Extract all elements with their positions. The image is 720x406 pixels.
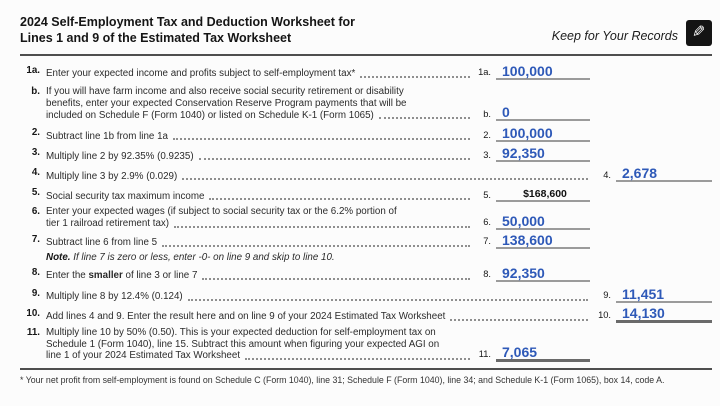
line-number-7: 7. <box>31 233 40 245</box>
dot-leader <box>245 358 470 360</box>
title-line-2: Lines 1 and 9 of the Estimated Tax Worksheet <box>20 31 292 45</box>
pencil-glyph: ✎ <box>692 24 706 41</box>
field-10[interactable] <box>616 304 712 323</box>
row-4 <box>20 167 712 182</box>
line-1b-description <box>46 86 474 121</box>
field-label-4: 4. <box>603 169 611 180</box>
field-6[interactable] <box>496 212 590 230</box>
field-3[interactable] <box>496 147 590 162</box>
pencil-icon <box>686 20 712 46</box>
field-11-value: 7,065 <box>502 344 538 361</box>
line-2-description <box>46 131 474 143</box>
line-number-5: 5. <box>31 187 40 199</box>
line-number-1a: 1a. <box>26 65 40 76</box>
field-2[interactable] <box>496 127 590 142</box>
row-9 <box>20 285 712 303</box>
field-3-value: 92,350 <box>502 145 545 162</box>
field-8-value: 92,350 <box>502 264 545 281</box>
line-11-text-3: line 1 of your 2024 Estimated Tax Worksheet <box>46 350 241 362</box>
line-7-text: Subtract line 6 from line 5 <box>46 237 158 249</box>
field-7-value: 138,600 <box>502 231 553 248</box>
line-8-description <box>46 270 474 282</box>
line-10-text: Add lines 4 and 9. Enter the result here and on line 9 of your 2024 Estimated Tax Worksheet <box>46 310 446 322</box>
field-8[interactable] <box>496 264 590 282</box>
dot-leader <box>360 76 470 78</box>
dot-leader <box>182 178 588 180</box>
field-2-value: 100,000 <box>502 125 553 142</box>
line-5-text: Social security tax maximum income <box>46 190 205 202</box>
field-1a-value: 100,000 <box>502 63 553 79</box>
line-8-text-bold: smaller <box>88 269 123 281</box>
field-label-6: 6. <box>483 217 491 228</box>
field-label-1b: b. <box>483 108 491 119</box>
note-label: Note. <box>46 251 71 263</box>
line-8-text-post: of line 3 or line 7 <box>122 269 198 281</box>
dot-leader <box>379 117 470 119</box>
dot-leader <box>173 138 470 140</box>
field-label-1a: 1a. <box>478 67 491 78</box>
line-1a-description <box>46 68 474 80</box>
field-9[interactable] <box>616 285 712 303</box>
line-9-text: Multiply line 8 by 12.4% (0.124) <box>46 290 183 302</box>
line-6-text-1: Enter your expected wages (if subject to social security tax or the 6.2% portion of <box>46 206 397 218</box>
worksheet-title <box>20 14 355 46</box>
keep-for-records-label: Keep for Your Records <box>551 29 678 43</box>
header-divider <box>20 54 712 56</box>
row-1a <box>20 65 712 80</box>
field-label-10: 10. <box>598 309 611 320</box>
field-6-value: 50,000 <box>502 212 545 229</box>
line-6-text-2: tier 1 railroad retirement tax) <box>46 218 170 230</box>
field-4[interactable] <box>616 167 712 182</box>
line-number-2: 2. <box>31 127 40 139</box>
line-number-6: 6. <box>31 206 40 218</box>
field-1a[interactable] <box>496 65 590 80</box>
line-9-description <box>46 291 592 303</box>
field-label-11: 11. <box>478 349 491 360</box>
title-line-1: 2024 Self-Employment Tax and Deduction Worksheet for <box>20 15 356 29</box>
line-1b-text-1: If you will have farm income and also receive social security retirement or disability <box>46 86 404 97</box>
keep-for-records <box>552 20 712 46</box>
dot-leader <box>174 226 470 228</box>
line-6-description <box>46 206 474 230</box>
line-number-9: 9. <box>31 287 40 299</box>
line-number-4: 4. <box>31 167 40 179</box>
line-5-description <box>46 191 474 203</box>
line-4-description <box>46 171 592 183</box>
line-number-11: 11. <box>26 326 40 338</box>
line-4-text: Multiply line 3 by 2.9% (0.029) <box>46 170 178 182</box>
field-7[interactable] <box>496 231 590 249</box>
note-body: If line 7 is zero or less, enter -0- on line 9 and skip to line 10. <box>70 251 335 263</box>
field-label-9: 9. <box>603 289 611 300</box>
line-number-10: 10. <box>26 307 40 319</box>
dot-leader <box>209 198 470 200</box>
line-1b-text-3: included on Schedule F (Form 1040) or listed on Schedule K-1 (Form 1065) <box>46 109 374 121</box>
field-9-value: 11,451 <box>622 285 665 302</box>
row-5 <box>20 187 712 202</box>
line-7-description <box>46 237 474 249</box>
field-5-value: $168,600 <box>523 188 567 201</box>
row-3 <box>20 147 712 162</box>
line-8-text <box>46 270 197 282</box>
dot-leader <box>162 245 470 247</box>
field-label-8: 8. <box>483 268 491 279</box>
dot-leader <box>199 158 470 160</box>
line-3-text: Multiply line 2 by 92.35% (0.9235) <box>46 150 194 162</box>
line-3-description <box>46 151 474 163</box>
dot-leader <box>450 319 588 321</box>
line-1b-text-2: benefits, enter your expected Conservation Reserve Program payments that will be <box>46 97 407 109</box>
row-11 <box>20 327 712 362</box>
line-8-text-pre: Enter the <box>46 269 89 281</box>
note-text <box>46 252 712 264</box>
dot-leader <box>202 278 470 280</box>
dot-leader <box>188 299 588 301</box>
field-4-value: 2,678 <box>622 165 658 182</box>
line-number-1b: b. <box>31 86 40 97</box>
footnote: * Your net profit from self-employment is found on Schedule C (Form 1040), line 31; Schedule F (Form 1040), line 34; and Schedule K-1 (Form 1065), box 14, code A. <box>20 375 665 386</box>
field-1b-value: 0 <box>502 104 510 121</box>
line-10-description <box>46 311 592 323</box>
field-1b[interactable] <box>496 106 590 121</box>
row-2 <box>20 127 712 142</box>
line-11-description <box>46 327 474 362</box>
line-1a-text: Enter your expected income and profits subject to self-employment tax* <box>46 68 356 80</box>
worksheet-header <box>20 14 712 46</box>
row-10 <box>20 304 712 323</box>
row-8 <box>20 264 712 282</box>
field-10-value: 14,130 <box>622 304 665 321</box>
line-11-text-1: Multiply line 10 by 50% (0.50). This is your expected deduction for self-employment tax on <box>46 326 436 338</box>
field-label-2: 2. <box>483 129 491 140</box>
line-2-text: Subtract line 1b from line 1a <box>46 130 168 142</box>
field-11[interactable] <box>496 344 590 362</box>
row-6 <box>20 206 712 230</box>
field-5 <box>496 187 590 202</box>
row-7 <box>20 231 712 249</box>
line-11-text-2: Schedule 1 (Form 1040), line 15. Subtract this amount when figuring your expected AGI on <box>46 338 440 350</box>
field-label-5: 5. <box>483 189 491 200</box>
row-1b <box>20 86 712 121</box>
field-label-3: 3. <box>483 149 491 160</box>
line-number-3: 3. <box>31 147 40 159</box>
row-note <box>20 252 712 264</box>
field-label-7: 7. <box>483 236 491 247</box>
line-number-8: 8. <box>31 266 40 278</box>
footer-divider <box>20 368 712 370</box>
